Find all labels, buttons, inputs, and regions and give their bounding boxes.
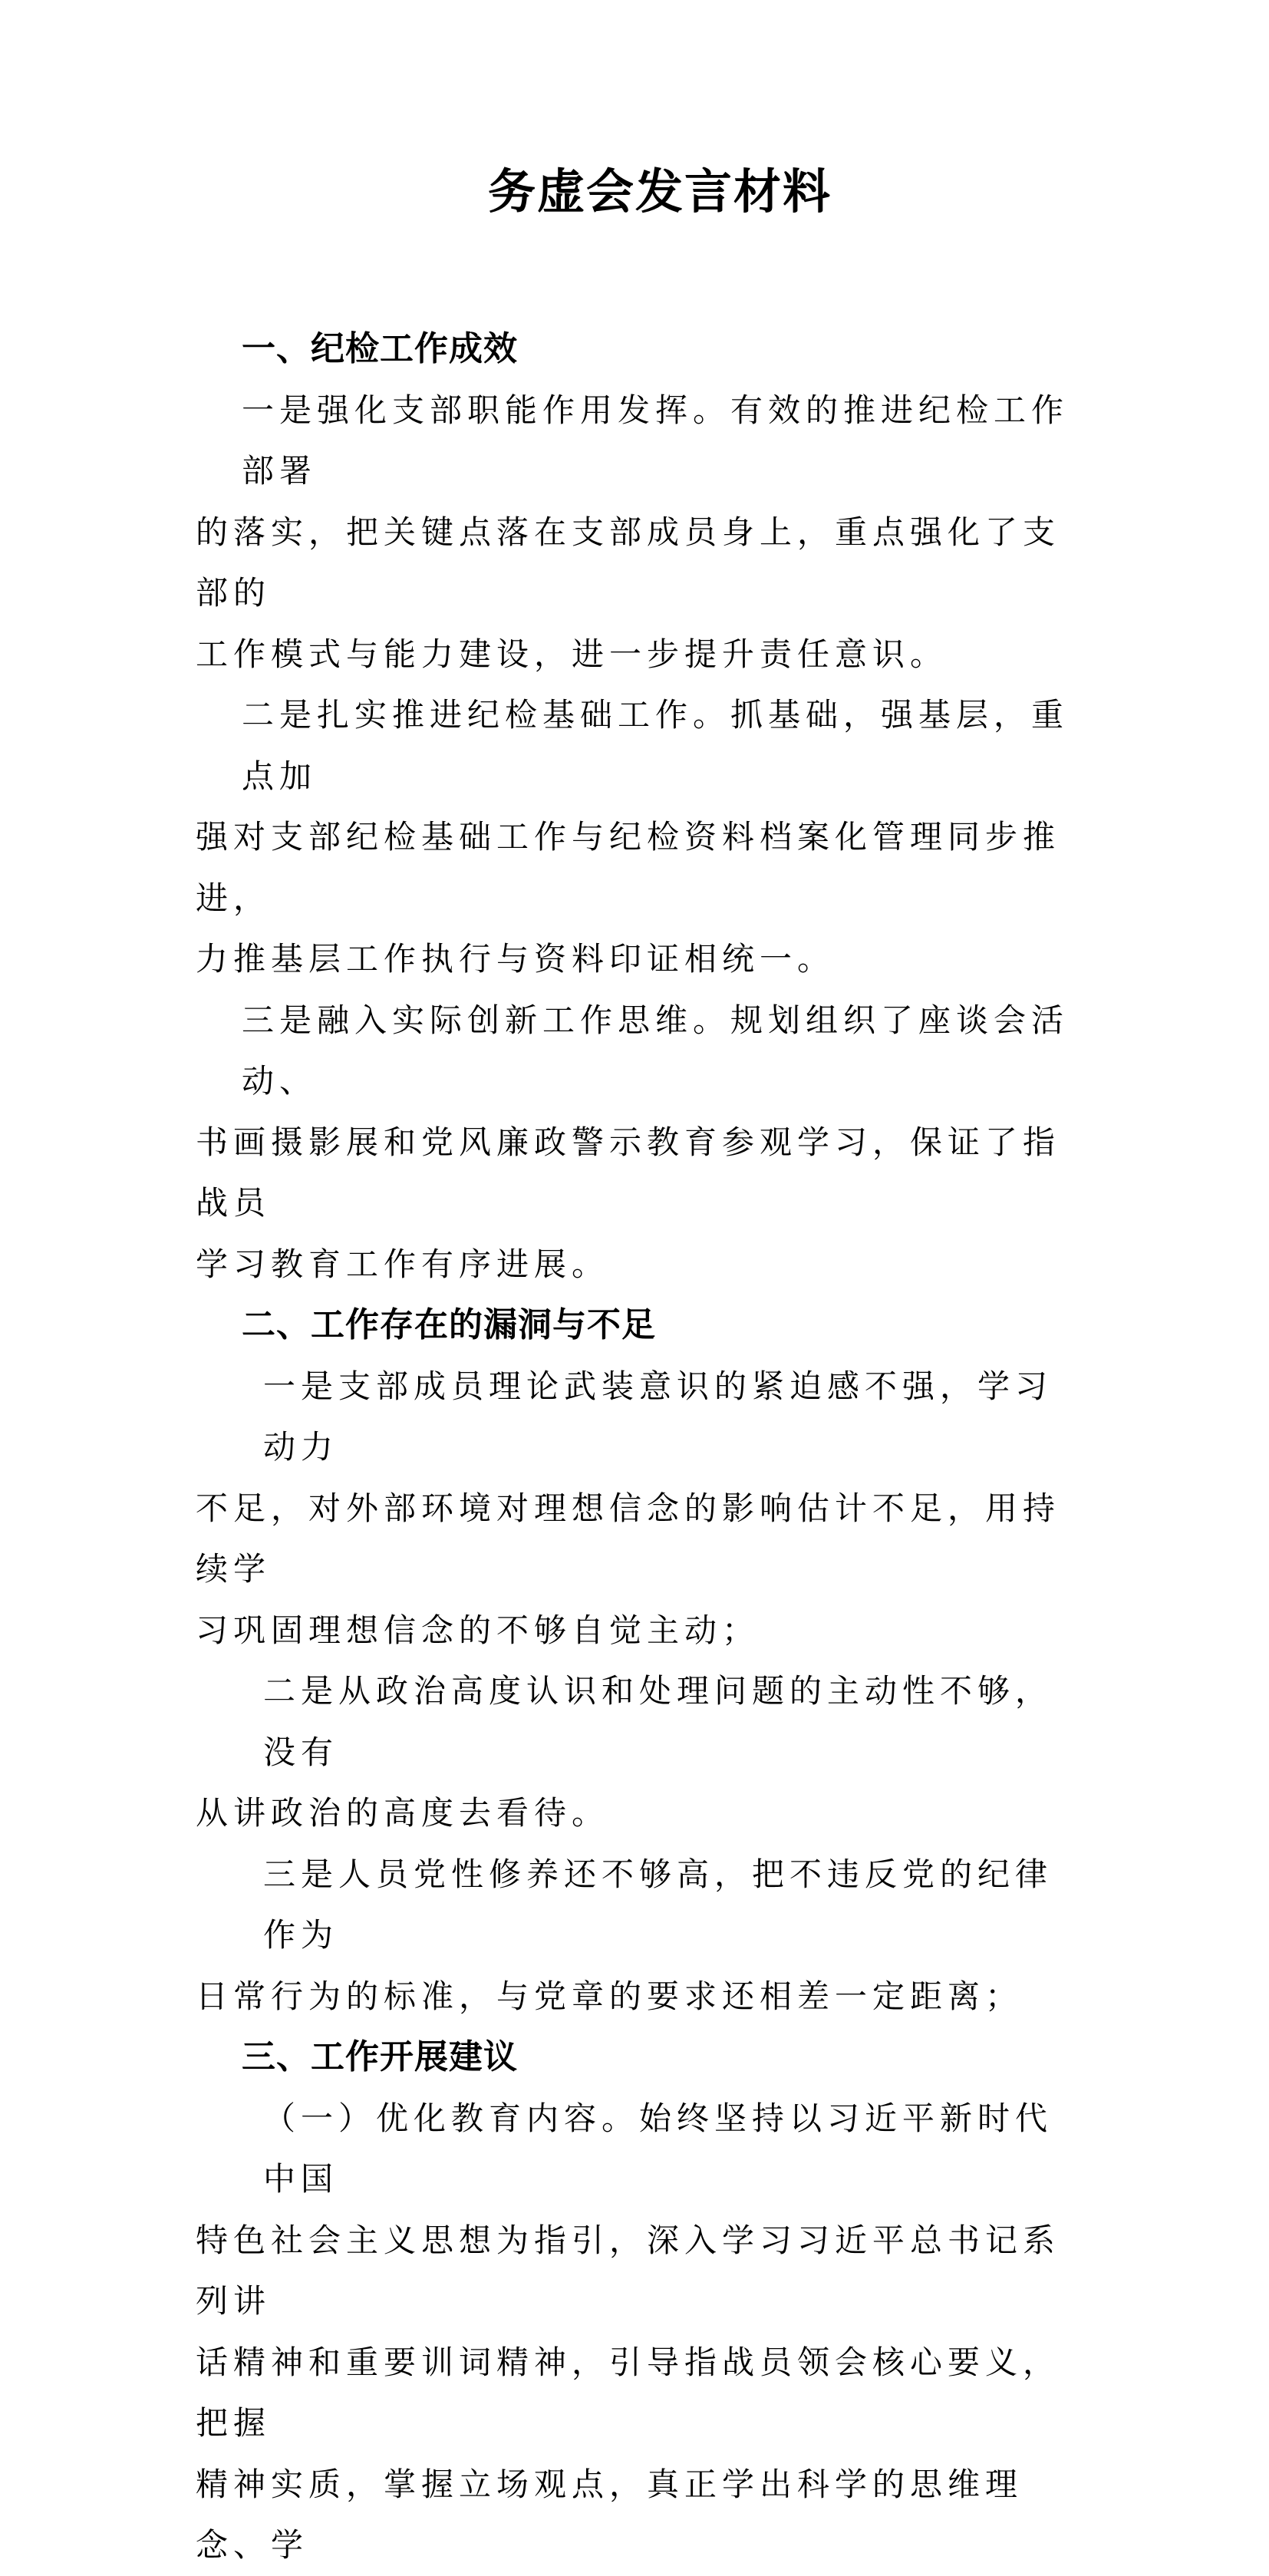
section-heading: 一、纪检工作成效	[242, 329, 518, 368]
paragraph	[196, 684, 1070, 990]
document-body	[196, 318, 1070, 2576]
text-line: 习巩固理想信念的不够自觉主动；	[196, 1611, 760, 1649]
text-line: 三是融入实际创新工作思维。规划组织了座谈会活动、	[242, 1001, 1070, 1100]
text-line: 强对支部纪检基础工作与纪检资料档案化管理同步推进，	[196, 818, 1061, 917]
text-line: 一是支部成员理论武装意识的紧迫感不强，学习动力	[263, 1367, 1053, 1466]
paragraph	[196, 1356, 1070, 1661]
text-line: 工作模式与能力建设，进一步提升责任意识。	[196, 635, 948, 673]
text-line: 特色社会主义思想为指引，深入学习习近平总书记系列讲	[196, 2221, 1061, 2320]
paragraph	[196, 990, 1070, 1295]
paragraph	[196, 380, 1070, 685]
text-line: 话精神和重要训词精神，引导指战员领会核心要义，把握	[196, 2343, 1061, 2442]
text-line: 精神实质，掌握立场观点，真正学出科学的思维理念、学	[196, 2465, 1023, 2564]
text-line: 学习教育工作有序进展。	[196, 1245, 610, 1283]
text-line: 从讲政治的高度去看待。	[196, 1794, 610, 1832]
text-line: 的落实，把关键点落在支部成员身上，重点强化了支部的	[196, 513, 1061, 612]
paragraph	[196, 1844, 1070, 2027]
text-line: 三是人员党性修养还不够高，把不违反党的纪律作为	[263, 1855, 1053, 1954]
text-line: 日常行为的标准，与党章的要求还相差一定距离；	[196, 1977, 1023, 2015]
paragraph	[196, 1661, 1070, 1844]
text-line: 一是强化支部职能作用发挥。有效的推进纪检工作部署	[242, 391, 1070, 490]
text-line: 不足，对外部环境对理想信念的影响估计不足，用持续学	[196, 1489, 1061, 1588]
text-line: 二是从政治高度认识和处理问题的主动性不够，没有	[263, 1672, 1053, 1771]
document-title: 务虚会发言材料	[487, 163, 832, 219]
text-line: 书画摄影展和党风廉政警示教育参观学习，保证了指战员	[196, 1123, 1061, 1222]
section-heading: 三、工作开展建议	[242, 2037, 518, 2076]
text-line: 二是扎实推进纪检基础工作。抓基础，强基层，重点加	[242, 696, 1070, 795]
text-line: （一）优化教育内容。始终坚持以习近平新时代中国	[263, 2099, 1053, 2198]
section-heading: 二、工作存在的漏洞与不足	[242, 1305, 656, 1344]
paragraph	[196, 2088, 1070, 2576]
text-line: 力推基层工作执行与资料印证相统一。	[196, 940, 836, 978]
